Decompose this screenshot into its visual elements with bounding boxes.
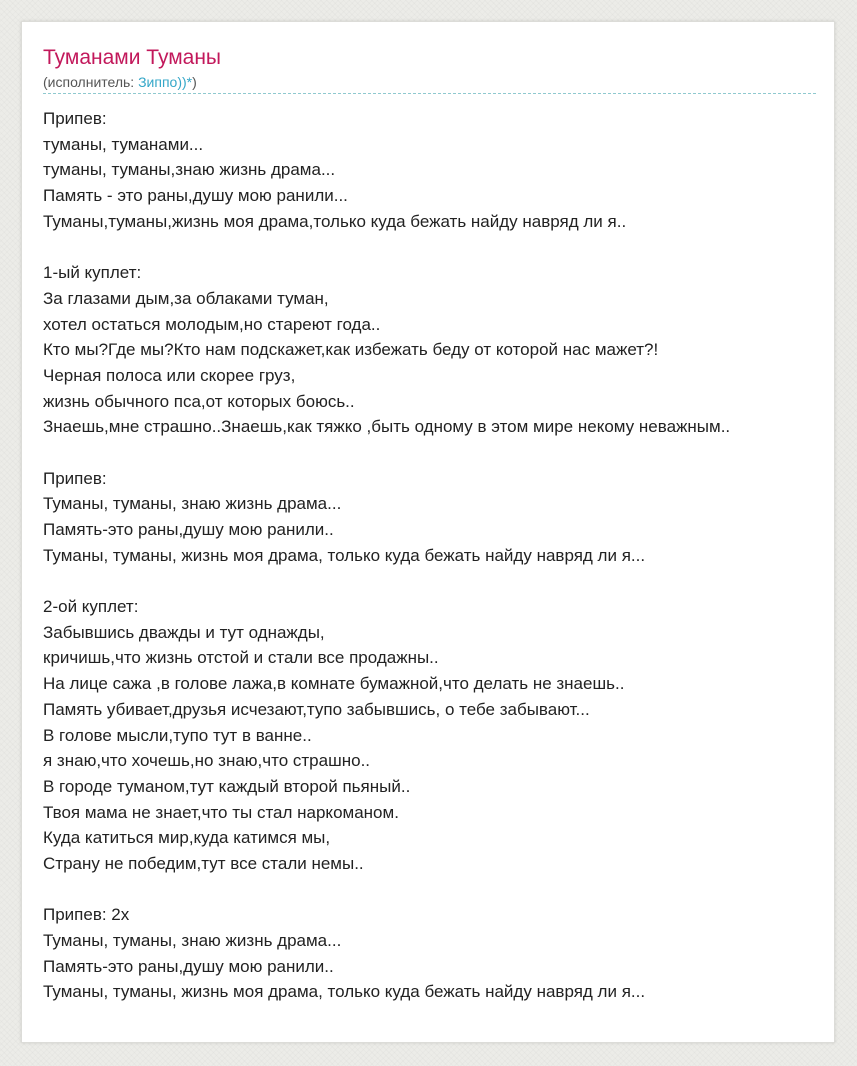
lyric-line: хотел остаться молодым,но стареют года.. [43,314,381,334]
lyric-line: Кто мы?Где мы?Кто нам подскажет,как избежать беду от которой нас мажет?! [43,340,659,360]
lyric-line: Память - это раны,душу мою ранили... [43,186,348,206]
stanza-heading: Припев: [43,468,107,488]
lyric-line: Твоя мама не знает,что ты стал наркоманом. [43,802,399,822]
lyric-line: Туманы, туманы, знаю жизнь драма... [43,931,342,950]
stanza-heading: Припев: [43,109,107,128]
lyric-line: Туманы, туманы, знаю жизнь драма... [43,494,342,514]
lyric-line: Страну не победим,тут все стали немы.. [43,853,364,873]
lyrics-stanza [43,902,835,1005]
lyric-line: Куда катиться мир,куда катимся мы, [43,828,331,848]
artist-suffix: ) [192,74,197,90]
lyrics-stanza [43,260,835,440]
lyric-line: На лице сажа ,в голове лажа,в комнате бумажной,что делать не знаешь.. [43,674,625,694]
lyric-line: Знаешь,мне страшно..Знаешь,как тяжко ,быть одному в этом мире некому неважным.. [43,417,731,437]
artist-link[interactable]: Зиппо))* [138,74,193,90]
artist-prefix: (исполнитель: [43,74,139,90]
lyric-line: Память-это раны,душу мою ранили.. [43,520,334,539]
lyric-line: Память-это раны,душу мою ранили.. [43,956,334,976]
lyric-line: Память убивает,друзья исчезают,тупо забывшись, о тебе забывают... [43,699,590,719]
stanza-heading: 2-ой куплет: [43,597,139,617]
lyric-line: В городе туманом,тут каждый второй пьяный.. [43,776,411,796]
lyrics-stanza [43,594,835,877]
stanza-heading: Припев: 2х [43,905,130,925]
artist-line [43,73,197,91]
lyric-line: Туманы, туманы, жизнь моя драма, только куда бежать найду навряд ли я... [43,982,646,1002]
lyric-line: За глазами дым,за облаками туман, [43,288,329,308]
lyrics-body [43,106,835,1031]
lyrics-card [21,21,835,1043]
lyric-line: В голове мысли,тупо тут в ванне.. [43,725,312,745]
lyric-line: туманы, туманы,знаю жизнь драма... [43,160,336,180]
stanza-heading: 1-ый куплет: [43,263,142,283]
lyric-line: туманы, туманами... [43,134,204,154]
lyric-line: Туманы,туманы,жизнь моя драма,только куда бежать найду навряд ли я.. [43,211,627,231]
lyrics-stanza [43,106,835,234]
song-title: Туманами Туманы [43,46,222,69]
lyric-line: я знаю,что хочешь,но знаю,что страшно.. [43,751,371,771]
lyric-line: жизнь обычного пса,от которых боюсь.. [43,391,355,411]
lyric-line: Забывшись дважды и тут однажды, [43,622,325,642]
lyrics-stanza [43,466,835,569]
lyric-line: кричишь,что жизнь отстой и стали все продажны.. [43,648,439,668]
title-divider [43,93,816,94]
lyric-line: Черная полоса или скорее груз, [43,365,296,385]
lyric-line: Туманы, туманы, жизнь моя драма, только куда бежать найду навряд ли я... [43,545,646,565]
